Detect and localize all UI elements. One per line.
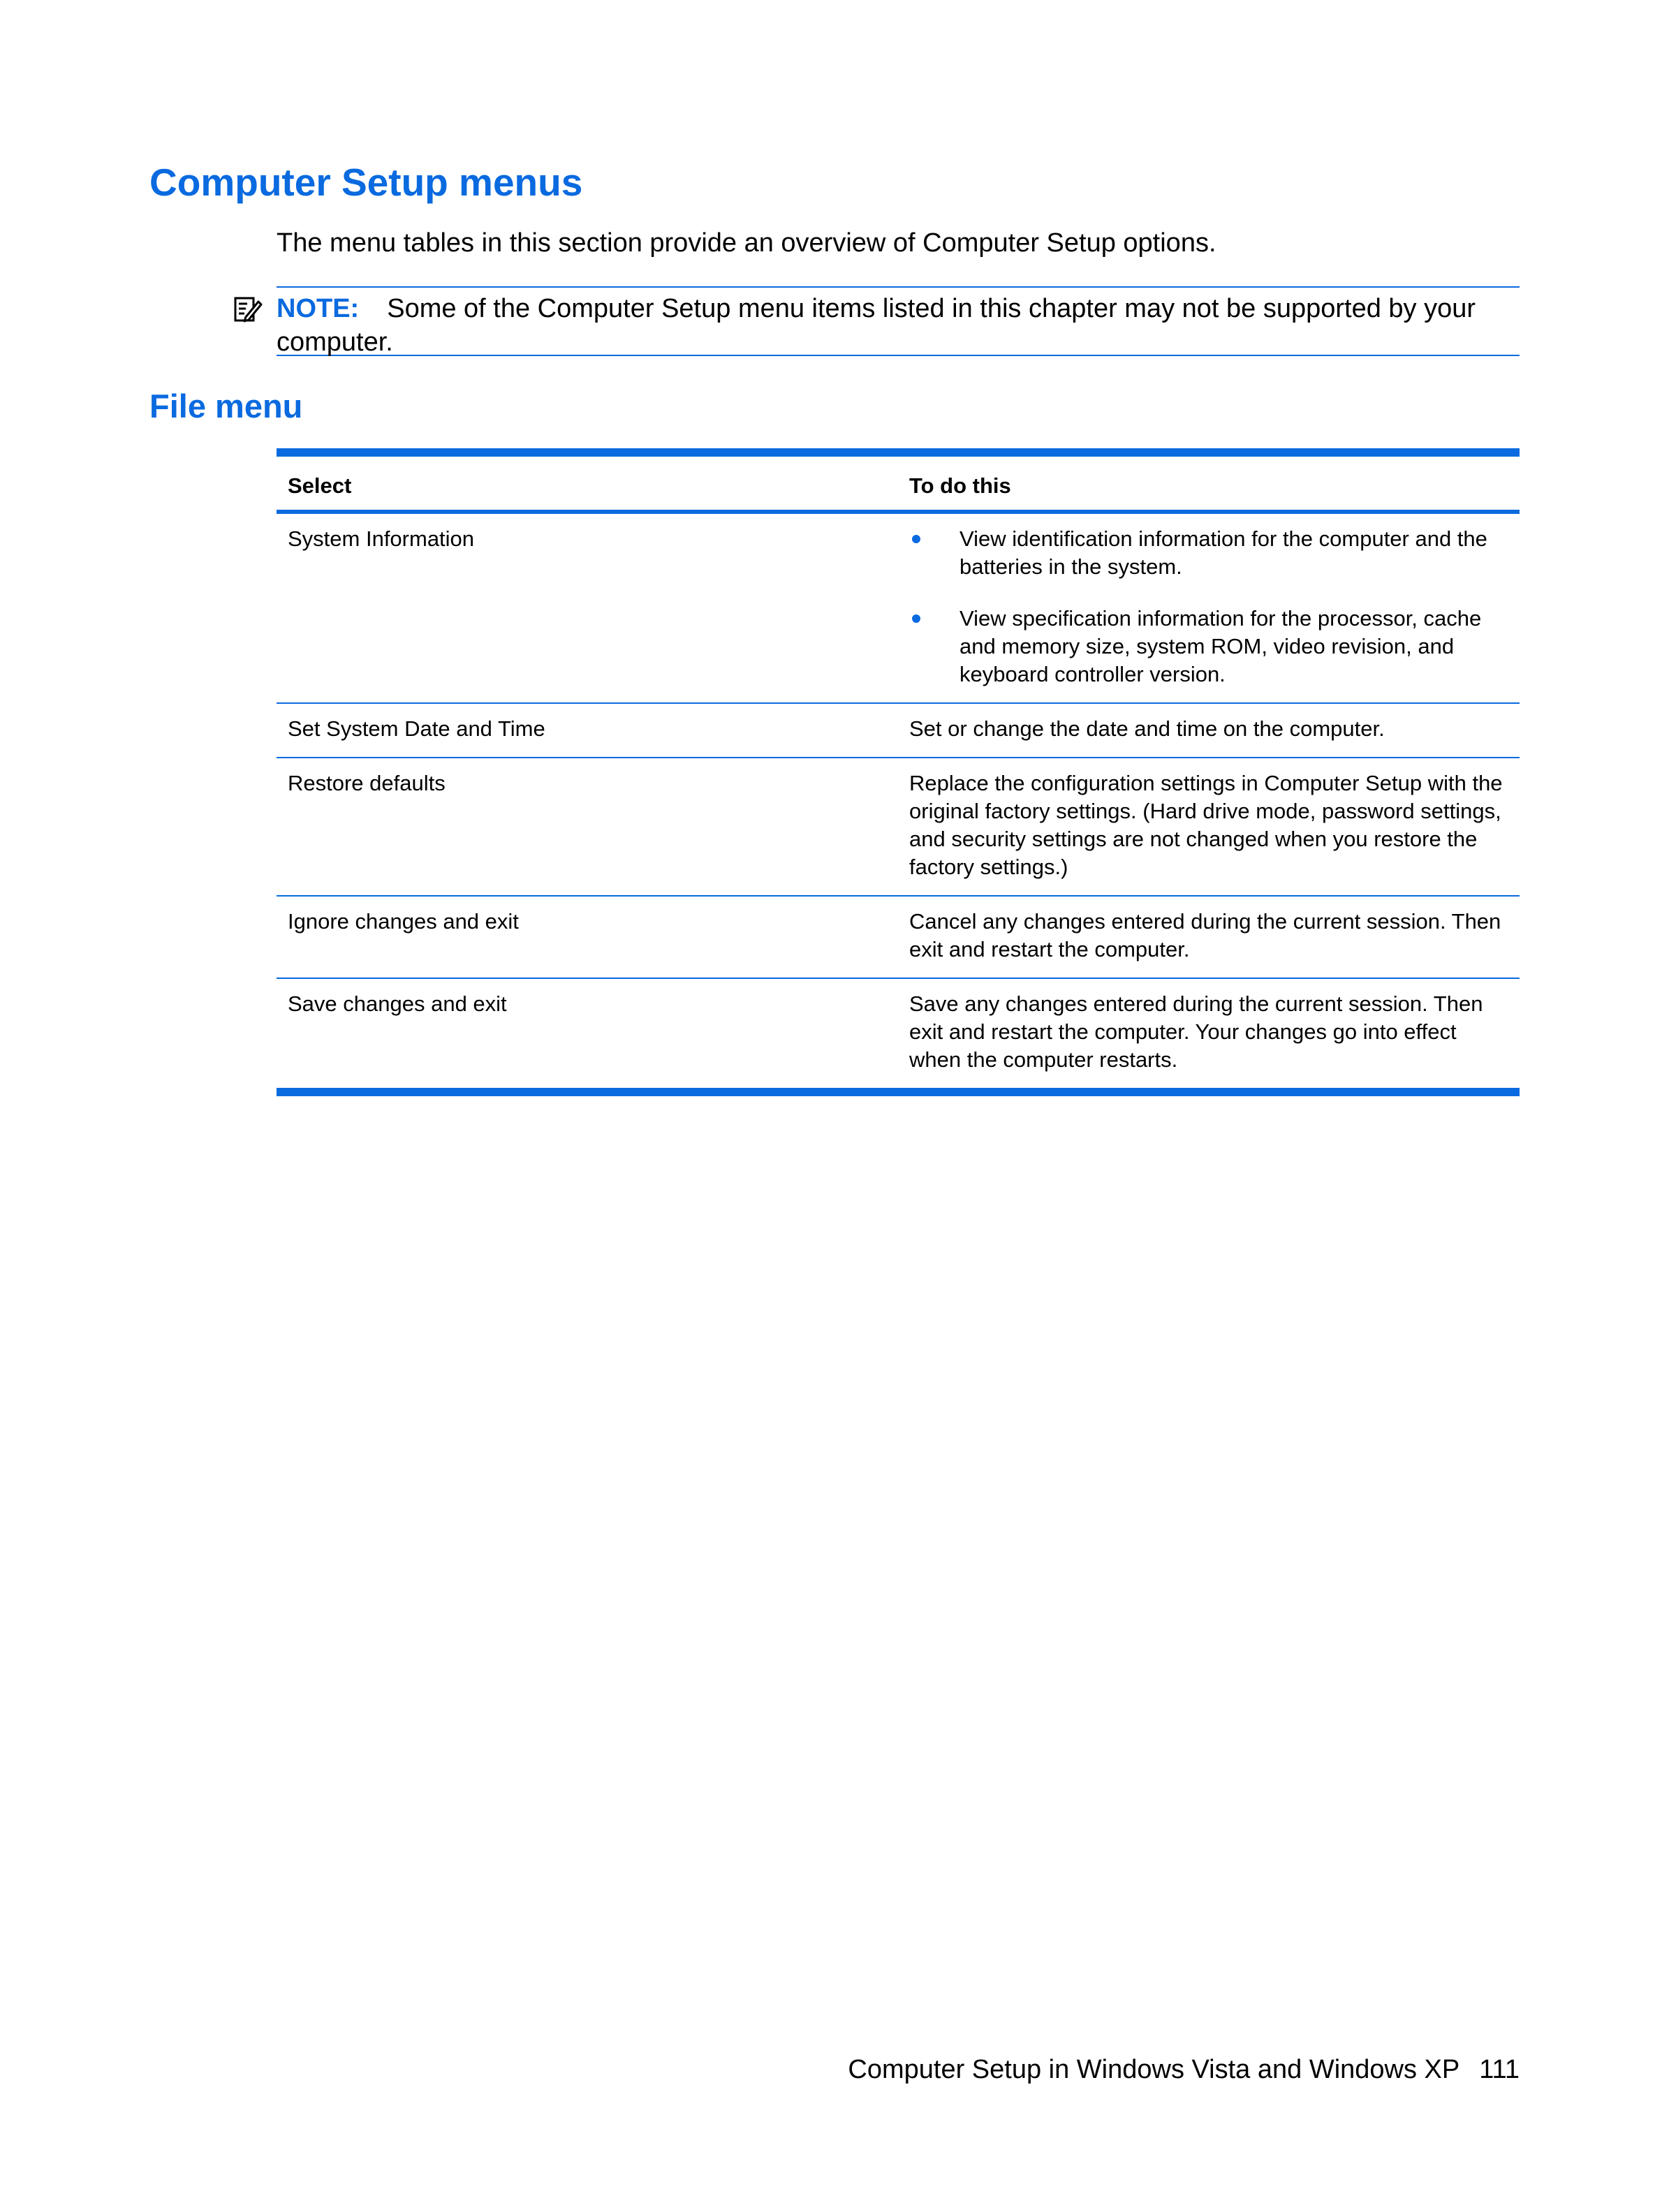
table-row — [277, 702, 1520, 757]
row-select-cell: Ignore changes and exit — [288, 909, 519, 934]
list-item-text: View identification information for the computer and the batteries in the system. — [959, 526, 1487, 579]
row-action-cell: Set or change the date and time on the computer. — [909, 716, 1385, 741]
column-header-action: To do this — [909, 473, 1011, 498]
column-header-select: Select — [288, 473, 352, 498]
row-select-cell: Save changes and exit — [288, 991, 507, 1016]
note-pencil-icon — [233, 295, 263, 324]
row-action-cell: Save any changes entered during the current session. Then exit and restart the computer. Your changes go into effect when the computer restarts. — [909, 991, 1483, 1072]
section-heading: File menu — [149, 388, 303, 425]
page-number: 111 — [1479, 2055, 1520, 2084]
page-footer — [848, 2054, 1520, 2086]
list-item-text: View specification information for the processor, cache and memory size, system ROM, video revision, and keyboard controller version. — [959, 606, 1482, 686]
table-row — [277, 978, 1520, 1088]
bullet-dot-icon — [912, 614, 920, 623]
table-row — [277, 895, 1520, 978]
bullet-dot-icon — [912, 535, 920, 543]
bullet-list — [909, 525, 1510, 688]
page-heading: Computer Setup menus — [149, 161, 583, 204]
row-select-cell: System Information — [288, 526, 475, 551]
table-header-row — [277, 457, 1520, 514]
list-item — [909, 605, 1510, 688]
note-box — [277, 286, 1520, 356]
intro-paragraph: The menu tables in this section provide an overview of Computer Setup options. — [277, 228, 1216, 258]
row-select-cell: Restore defaults — [288, 771, 446, 795]
note-label: NOTE: — [277, 294, 360, 323]
footer-title: Computer Setup in Windows Vista and Windows XP — [848, 2055, 1460, 2084]
row-action-cell — [898, 514, 1520, 702]
row-select-cell: Set System Date and Time — [288, 716, 545, 741]
note-text — [277, 292, 1520, 359]
table-row — [277, 514, 1520, 702]
table-row — [277, 757, 1520, 895]
file-menu-table — [277, 448, 1520, 1096]
row-action-cell: Cancel any changes entered during the current session. Then exit and restart the computer. — [909, 909, 1501, 961]
list-item — [909, 525, 1510, 581]
row-action-cell: Replace the configuration settings in Computer Setup with the original factory settings. (Hard drive mode, password settings, and security settings are not changed when you restore the factory settings.) — [909, 771, 1503, 879]
note-body: Some of the Computer Setup menu items listed in this chapter may not be supported by your computer. — [277, 294, 1476, 357]
